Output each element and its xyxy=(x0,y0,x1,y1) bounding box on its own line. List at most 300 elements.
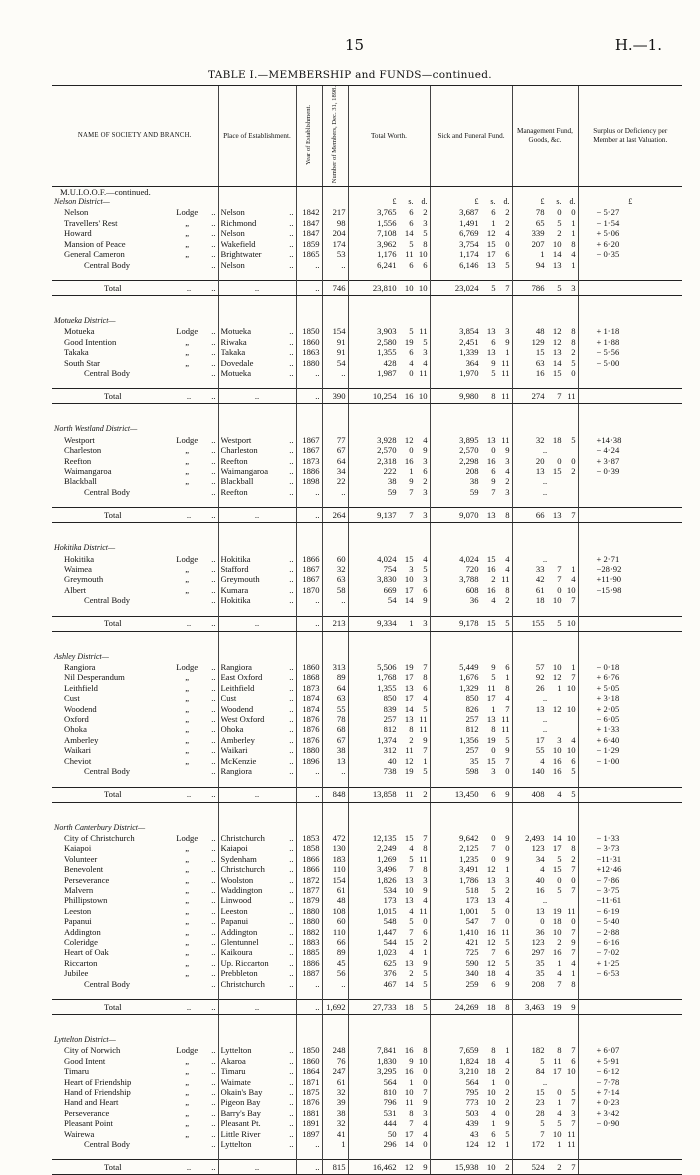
pounds: 40 xyxy=(387,755,397,766)
place xyxy=(218,435,296,445)
pounds: 172 xyxy=(531,1139,545,1150)
pounds: 7,108 xyxy=(377,228,397,239)
table-row xyxy=(52,574,682,584)
pounds: 7,841 xyxy=(377,1045,397,1056)
surplus-text: + 1·18 xyxy=(596,326,620,337)
blank-cell xyxy=(512,523,578,534)
branch-kind xyxy=(163,595,211,605)
total-worth xyxy=(348,1097,430,1107)
year-text: 1866 xyxy=(302,864,320,875)
pound-sign: £ xyxy=(628,197,633,207)
members-text: 61 xyxy=(336,884,346,895)
place xyxy=(218,895,296,905)
members xyxy=(322,574,348,584)
pounds: 15 xyxy=(535,347,545,358)
pence: 6 xyxy=(423,259,428,270)
blank-cell xyxy=(348,414,430,424)
shillings: 7 xyxy=(491,947,496,958)
total-worth xyxy=(348,347,430,357)
pence: 8 xyxy=(571,336,576,347)
table-row xyxy=(52,916,682,926)
shillings: 0 xyxy=(491,853,496,864)
place xyxy=(218,249,296,259)
blank-cell xyxy=(578,802,682,813)
members xyxy=(322,466,348,476)
table-row xyxy=(52,968,682,978)
branch-name xyxy=(52,745,218,755)
blank-cell xyxy=(578,414,682,424)
blank-cell xyxy=(430,989,512,1000)
shillings: 11 xyxy=(487,682,496,693)
pounds: 3,295 xyxy=(377,1066,397,1077)
branch-kind xyxy=(163,979,211,989)
total-worth xyxy=(348,1000,430,1015)
place xyxy=(218,564,296,574)
members xyxy=(322,683,348,693)
year xyxy=(296,745,322,755)
branch-kind: „ xyxy=(185,905,190,916)
year xyxy=(296,435,322,445)
branch-kind: „ xyxy=(185,574,190,585)
pounds: 4,024 xyxy=(459,553,479,564)
members-text: 217 xyxy=(332,207,346,218)
shillings: 12 xyxy=(552,326,562,337)
year-text: .. xyxy=(315,766,320,777)
shillings: 17 xyxy=(486,249,496,260)
blank-cell xyxy=(430,295,512,306)
pence: 11 xyxy=(567,391,576,402)
leader-dots: .. xyxy=(211,1097,216,1108)
pounds: 786 xyxy=(531,282,545,293)
surplus-text: − 6·16 xyxy=(596,936,620,947)
shillings: 5 xyxy=(409,916,414,927)
table-row xyxy=(52,979,682,989)
total-worth xyxy=(348,958,430,968)
surplus xyxy=(578,672,682,682)
pounds: 173 xyxy=(465,895,479,906)
leader-dots: .. xyxy=(289,703,294,714)
year-text: 1880 xyxy=(302,357,320,368)
management-fund xyxy=(512,766,578,776)
pence: 0 xyxy=(571,367,576,378)
place-text: Christchurch xyxy=(220,864,265,875)
pence: 11 xyxy=(419,326,428,337)
shillings: 7 xyxy=(557,978,562,989)
members-text: 204 xyxy=(332,228,346,239)
branch-kind: „ xyxy=(185,1097,190,1108)
blank-cell xyxy=(296,424,322,434)
shillings: 5 xyxy=(491,905,496,916)
year xyxy=(296,585,322,595)
place xyxy=(218,1129,296,1139)
total-worth xyxy=(348,445,430,455)
members xyxy=(322,260,348,270)
pounds: 5 xyxy=(540,1118,545,1129)
members xyxy=(322,662,348,672)
blank-cell xyxy=(348,989,430,1000)
pounds: 155 xyxy=(531,618,545,629)
pounds: 40 xyxy=(535,874,545,885)
surplus xyxy=(578,337,682,347)
total-sick xyxy=(430,389,512,404)
shillings: 0 xyxy=(409,367,414,378)
sick-fund xyxy=(430,207,512,217)
place-text: Hokitika xyxy=(220,595,251,606)
pounds: 773 xyxy=(465,1097,479,1108)
pounds: 140 xyxy=(531,766,545,777)
shillings: 10 xyxy=(404,282,414,293)
total-row xyxy=(52,508,682,523)
place-text: Christchurch xyxy=(220,978,265,989)
table-row xyxy=(52,864,682,874)
shillings: 2 xyxy=(409,968,414,979)
branch-name xyxy=(52,228,218,238)
members-text: 174 xyxy=(332,238,346,249)
year xyxy=(296,843,322,853)
place xyxy=(218,704,296,714)
management-fund xyxy=(512,704,578,714)
members-text: 472 xyxy=(332,832,346,843)
branch-name xyxy=(52,968,218,978)
pence: 10 xyxy=(418,1055,428,1066)
total-members xyxy=(322,616,348,631)
year xyxy=(296,947,322,957)
management-fund xyxy=(512,368,578,378)
shillings: 13 xyxy=(486,874,496,885)
sick-fund xyxy=(430,1066,512,1076)
branch-name-text: Volunteer xyxy=(64,853,98,864)
blank-cell xyxy=(218,414,296,424)
branch-name-text: Mansion of Peace xyxy=(64,238,126,249)
pence: 1 xyxy=(571,968,576,979)
blank-cell xyxy=(52,533,218,543)
pounds: 3,496 xyxy=(377,864,397,875)
branch-kind: „ xyxy=(185,1066,190,1077)
sick-fund xyxy=(430,595,512,605)
blank-cell xyxy=(218,1025,296,1035)
year-text: 1873 xyxy=(302,455,320,466)
pence: 5 xyxy=(505,957,510,968)
place-text: Riwaka xyxy=(220,336,247,347)
leader-dots: .. xyxy=(289,445,294,456)
blank-cell xyxy=(512,802,578,813)
branch-name-text: Papanui xyxy=(64,916,92,927)
pounds: 1,355 xyxy=(377,347,397,358)
year xyxy=(296,766,322,776)
branch-name xyxy=(52,358,218,368)
year xyxy=(296,683,322,693)
members-text: 68 xyxy=(336,724,346,735)
place-text: Woolston xyxy=(220,874,254,885)
blank-cell xyxy=(218,642,296,652)
year-text: 1842 xyxy=(302,207,320,218)
members xyxy=(322,756,348,766)
members xyxy=(322,906,348,916)
surplus-text: + 6·40 xyxy=(596,734,620,745)
pounds: 598 xyxy=(465,766,479,777)
place-text: Reefton xyxy=(220,455,248,466)
table-row xyxy=(52,554,682,564)
sick-fund xyxy=(430,766,512,776)
management-fund xyxy=(512,693,578,703)
total-label xyxy=(52,280,218,295)
pounds: 531 xyxy=(383,1107,397,1118)
blank-cell xyxy=(578,533,682,543)
branch-name xyxy=(52,347,218,357)
total-members xyxy=(322,1000,348,1015)
currency-header xyxy=(578,1035,682,1045)
leader-dots: .. xyxy=(289,1118,294,1129)
year-text: 1867 xyxy=(302,445,320,456)
table-row xyxy=(52,1108,682,1118)
members-text: 34 xyxy=(336,465,346,476)
pence: 2 xyxy=(505,476,510,487)
branch-name-text: Malvern xyxy=(64,884,94,895)
pounds: 59 xyxy=(387,486,397,497)
blank-cell xyxy=(322,777,348,788)
leader-dots: .. xyxy=(289,905,294,916)
pence: 1 xyxy=(505,347,510,358)
shillings: 15 xyxy=(486,618,496,629)
currency-header xyxy=(430,823,512,833)
sick-fund xyxy=(430,1045,512,1055)
total-management xyxy=(512,1160,578,1175)
pence: 7 xyxy=(571,672,576,683)
table-row xyxy=(52,1066,682,1076)
blank-cell xyxy=(430,606,512,617)
total-label-text: Total xyxy=(104,1162,122,1173)
pence: 8 xyxy=(423,672,428,683)
pence: 3 xyxy=(505,486,510,497)
pounds: 3,491 xyxy=(459,864,479,875)
pounds: 421 xyxy=(465,936,479,947)
shillings: 17 xyxy=(552,1066,562,1077)
management-fund xyxy=(512,1129,578,1139)
leader-dots: .. xyxy=(211,947,216,958)
leader-dots: .. xyxy=(211,1128,216,1139)
shillings: 5 xyxy=(557,853,562,864)
total-management xyxy=(512,389,578,404)
blank-cell xyxy=(296,270,322,281)
members xyxy=(322,368,348,378)
branch-name-text: Central Body xyxy=(84,1139,131,1150)
pounds: 340 xyxy=(465,968,479,979)
place xyxy=(218,1108,296,1118)
blank-cell xyxy=(430,1015,512,1026)
pounds: 1,824 xyxy=(459,1055,479,1066)
blank-cell xyxy=(218,186,296,197)
pounds: 547 xyxy=(465,916,479,927)
pence: 9 xyxy=(505,1118,510,1129)
members xyxy=(322,895,348,905)
shillings: 13 xyxy=(552,509,562,520)
leader-dots: .. xyxy=(289,978,294,989)
members xyxy=(322,875,348,885)
members-text: 32 xyxy=(336,1087,346,1098)
shillings: 16 xyxy=(404,1045,414,1056)
blank-cell xyxy=(430,631,512,642)
place-text: Sydenham xyxy=(220,853,257,864)
total-place xyxy=(218,616,296,631)
blank-cell xyxy=(512,1025,578,1035)
total-surplus xyxy=(578,280,682,295)
pence: 9 xyxy=(505,336,510,347)
members xyxy=(322,1108,348,1118)
total-worth xyxy=(348,704,430,714)
branch-name xyxy=(52,1056,218,1066)
header-surplus: Surplus or Deficiency per Member at last Valuation. xyxy=(578,86,682,187)
leader-dots: .. xyxy=(211,584,216,595)
blank-cell xyxy=(296,533,322,543)
members-text: 22 xyxy=(336,476,346,487)
members xyxy=(322,326,348,336)
branch-kind: „ xyxy=(185,947,190,958)
pence: 4 xyxy=(505,1055,510,1066)
shillings: 8 xyxy=(491,1045,496,1056)
table-row xyxy=(52,466,682,476)
members xyxy=(322,704,348,714)
branch-kind: Lodge xyxy=(176,662,199,673)
year xyxy=(296,228,322,238)
leader-dots: .. xyxy=(289,486,294,497)
shillings: 1 xyxy=(557,957,562,968)
district-name-text: Ashley District— xyxy=(54,651,109,661)
table-row xyxy=(52,368,682,378)
pounds: 13 xyxy=(535,465,545,476)
pence: 3 xyxy=(423,574,428,585)
blank-cell xyxy=(322,802,348,813)
blank-cell xyxy=(218,823,296,833)
leader-dots: .. xyxy=(186,282,192,293)
management-fund xyxy=(512,337,578,347)
branch-name-text: Nil Desperandum xyxy=(64,672,125,683)
branch-name-text: Amberley xyxy=(64,734,99,745)
surplus-text: + 1·33 xyxy=(596,724,620,735)
surplus xyxy=(578,979,682,989)
management-fund xyxy=(512,854,578,864)
pence: 1 xyxy=(423,947,428,958)
members xyxy=(322,833,348,843)
blank-cell xyxy=(296,306,322,316)
place xyxy=(218,968,296,978)
shillings: 6 xyxy=(491,789,496,800)
place xyxy=(218,1118,296,1128)
pence: 8 xyxy=(505,682,510,693)
blank-cell xyxy=(578,813,682,823)
place-text: West Oxford xyxy=(220,714,265,725)
pounds: 6,241 xyxy=(377,259,397,270)
pence-sign: d. xyxy=(503,197,510,207)
surplus-text: +14·38 xyxy=(596,434,622,445)
shillings: 5 xyxy=(491,282,496,293)
district-name-text: Hokitika District— xyxy=(54,543,116,553)
leader-dots: .. xyxy=(289,326,294,337)
branch-kind: „ xyxy=(185,968,190,979)
blank-cell xyxy=(322,533,348,543)
surplus-text: − 1·33 xyxy=(596,832,620,843)
pounds: 725 xyxy=(465,947,479,958)
members xyxy=(322,1129,348,1139)
blank-cell xyxy=(512,414,578,424)
members-text: .. xyxy=(341,978,346,989)
pounds: 94 xyxy=(535,259,545,270)
place-text: McKenzie xyxy=(220,755,257,766)
currency-header xyxy=(578,316,682,326)
shillings: 7 xyxy=(409,926,414,937)
pence: 6 xyxy=(423,584,428,595)
pence: 4 xyxy=(423,1118,428,1129)
branch-kind: „ xyxy=(185,347,190,358)
place-text: Leithfield xyxy=(220,682,255,693)
pounds: 1,768 xyxy=(377,672,397,683)
branch-kind: Lodge xyxy=(176,832,199,843)
branch-kind: „ xyxy=(185,249,190,260)
pence: 11 xyxy=(501,357,510,368)
place-text: Waimate xyxy=(220,1076,251,1087)
pence: 7 xyxy=(571,1045,576,1056)
total-worth xyxy=(348,927,430,937)
pence: 11 xyxy=(419,714,428,725)
members-text: 45 xyxy=(336,957,346,968)
year xyxy=(296,239,322,249)
surplus-text: − 7·78 xyxy=(596,1076,620,1087)
district-name-text: North Canterbury District— xyxy=(54,822,146,832)
shillings: 12 xyxy=(486,864,496,875)
place-text: Pleasant Pt. xyxy=(220,1118,261,1129)
place xyxy=(218,476,296,486)
blank-cell xyxy=(512,606,578,617)
total-management xyxy=(512,508,578,523)
year xyxy=(296,1045,322,1055)
surplus xyxy=(578,937,682,947)
branch-kind: „ xyxy=(185,336,190,347)
blank-cell xyxy=(52,1149,218,1160)
sick-fund xyxy=(430,445,512,455)
branch-name-text: Addington xyxy=(64,926,101,937)
shillings: 13 xyxy=(404,682,414,693)
leader-dots: .. xyxy=(289,249,294,260)
blank-cell xyxy=(512,813,578,823)
shillings: 13 xyxy=(486,326,496,337)
branch-kind: „ xyxy=(185,1128,190,1139)
year-text: 1860 xyxy=(302,336,320,347)
table-row xyxy=(52,854,682,864)
place xyxy=(218,714,296,724)
branch-name-text: Wairewa xyxy=(64,1128,95,1139)
shillings: 0 xyxy=(491,832,496,843)
year-text: 1876 xyxy=(302,724,320,735)
blank-cell xyxy=(296,414,322,424)
total-worth xyxy=(348,1160,430,1175)
blank-cell xyxy=(348,1149,430,1160)
shillings: 2 xyxy=(557,228,562,239)
sick-fund xyxy=(430,968,512,978)
shillings: 4 xyxy=(491,595,496,606)
sick-fund xyxy=(430,947,512,957)
place-text: Barry's Bay xyxy=(220,1107,261,1118)
sick-fund xyxy=(430,228,512,238)
leader-dots: .. xyxy=(211,228,216,239)
pounds: 3,830 xyxy=(377,574,397,585)
place-text: Christchurch xyxy=(220,832,265,843)
year-text: 1864 xyxy=(302,1066,320,1077)
members-text: 13 xyxy=(336,755,346,766)
pounds: 1,176 xyxy=(377,249,397,260)
pence: 0 xyxy=(571,874,576,885)
members-text: 91 xyxy=(336,336,346,347)
leader-dots: .. xyxy=(211,745,216,756)
members xyxy=(322,476,348,486)
